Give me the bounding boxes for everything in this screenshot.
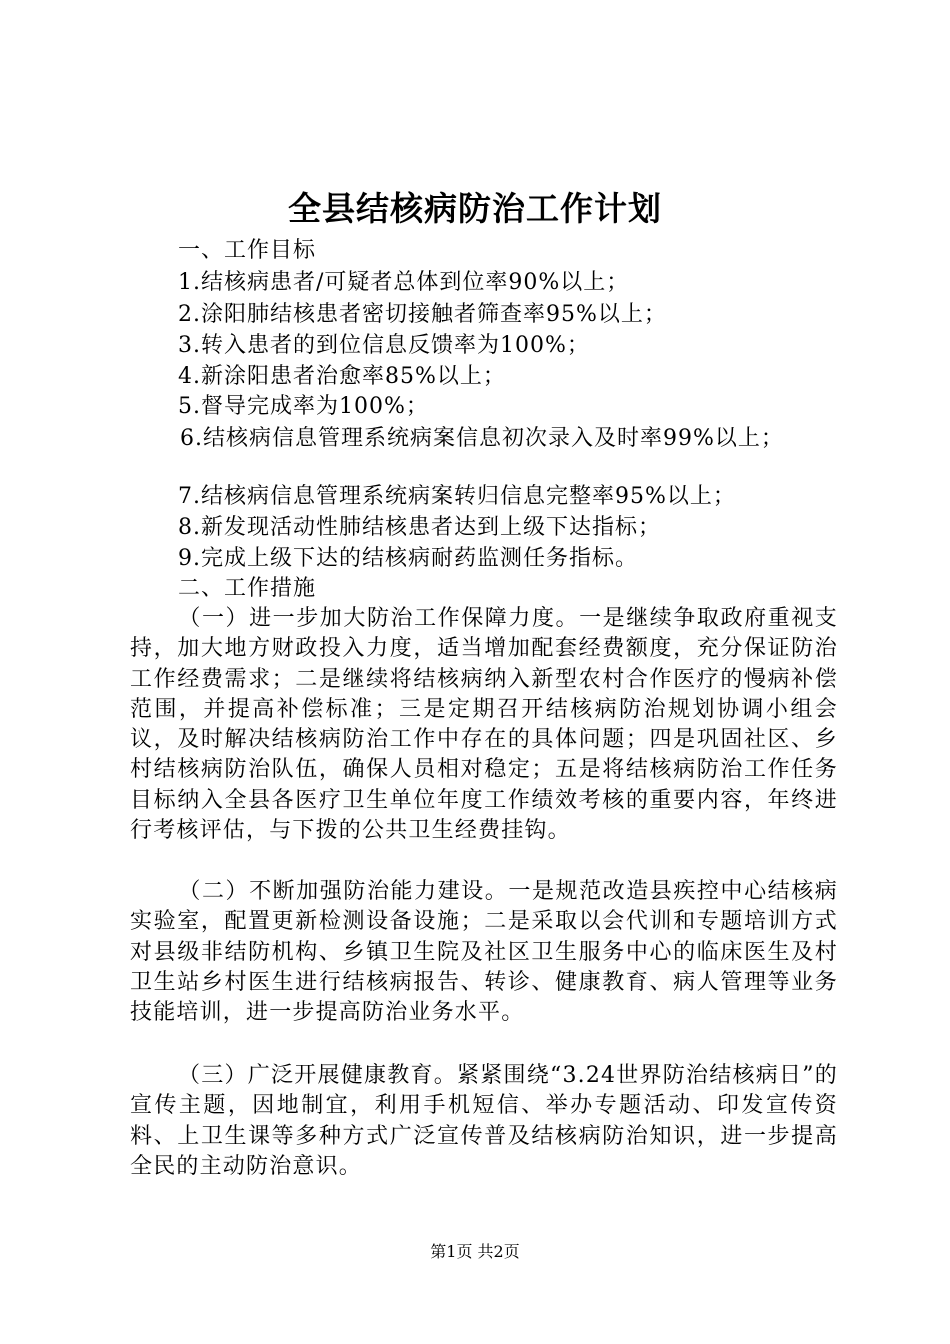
measure-paragraph-3: [130, 1061, 838, 1182]
measure-paragraph-2-text: （二）不断加强防治能力建设。一是规范改造县疾控中心结核病实验室，配置更新检测设备设施；二是采取以会代训和专题培训方式对县级非结防机构、乡镇卫生院及社区卫生服务中心的临床医生及村卫生站乡村医生进行结核病报告、转诊、健康教育、病人管理等业务技能培训，进一步提高防治业务水平。: [130, 879, 838, 1026]
measure-paragraph-1: [130, 604, 838, 846]
goal-item-8: 8.新发现活动性肺结核患者达到上级下达指标；: [178, 515, 661, 540]
goal-item-6: 6.结核病信息管理系统病案信息初次录入及时率99%以上；: [180, 426, 784, 451]
measure-paragraph-3-text: （三）广泛开展健康教育。紧紧围绕“3.24世界防治结核病日”的宣传主题，因地制宜，利用手机短信、举办专题活动、印发宣传资料、上卫生课等多种方式广泛宣传普及结核病防治知识，进一步提高全民的主动防治意识。: [130, 1063, 838, 1179]
goal-item-9: 9.完成上级下达的结核病耐药监测任务指标。: [178, 546, 638, 571]
section-heading-measures: 二、工作措施: [178, 576, 317, 601]
goal-item-3: 3.转入患者的到位信息反馈率为100%；: [178, 333, 590, 358]
goal-item-4: 4.新涂阳患者治愈率85%以上；: [178, 364, 506, 389]
goal-item-2: 2.涂阳肺结核患者密切接触者筛查率95%以上；: [178, 302, 667, 327]
section-heading-goals: 一、工作目标: [178, 238, 317, 263]
goal-item-7: 7.结核病信息管理系统病案转归信息完整率95%以上；: [178, 484, 736, 509]
goal-item-5: 5.督导完成率为100%；: [178, 394, 429, 419]
measure-paragraph-2: [130, 877, 838, 1028]
page-footer: 第1页 共2页: [430, 1242, 520, 1261]
document-title: 全县结核病防治工作计划: [288, 189, 662, 228]
goal-item-1: 1.结核病患者/可疑者总体到位率90%以上；: [178, 270, 630, 295]
measure-paragraph-1-text: （一）进一步加大防治工作保障力度。一是继续争取政府重视支持，加大地方财政投入力度，适当增加配套经费额度，充分保证防治工作经费需求；二是继续将结核病纳入新型农村合作医疗的慢病补偿范围，并提高补偿标准；三是定期召开结核病防治规划协调小组会议，及时解决结核病防治工作中存在的具体问题；四是巩固社区、乡村结核病防治队伍，确保人员相对稳定；五是将结核病防治工作任务目标纳入全县各医疗卫生单位年度工作绩效考核的重要内容，年终进行考核评估，与下拨的公共卫生经费挂钩。: [130, 606, 838, 844]
